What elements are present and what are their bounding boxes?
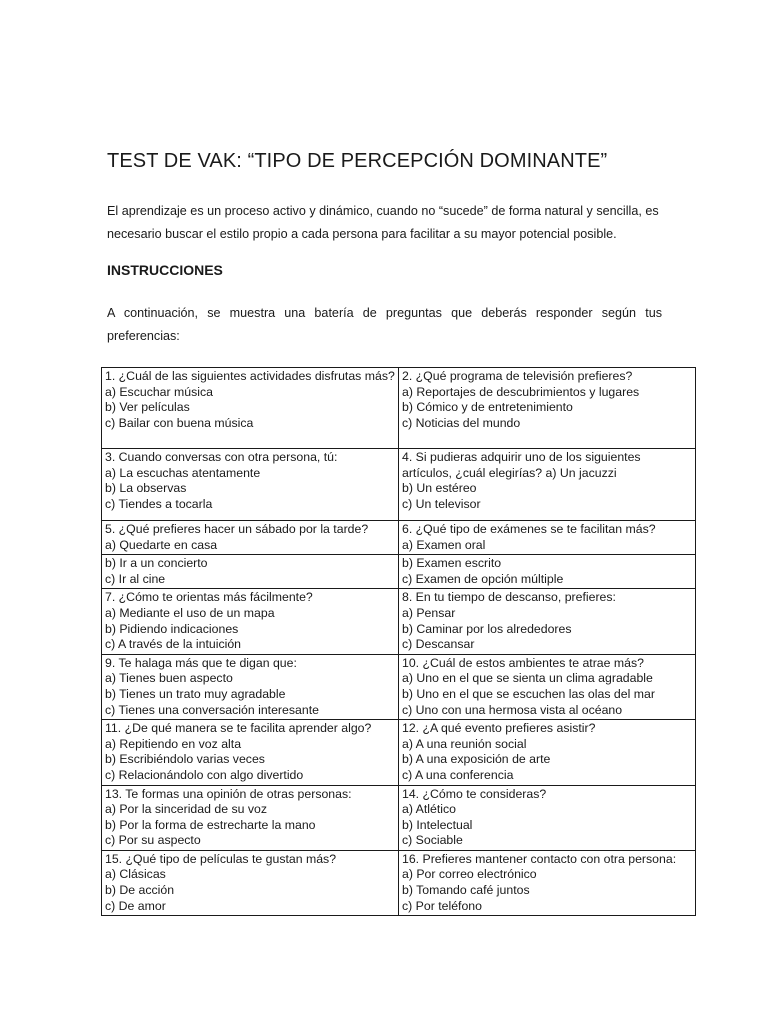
answer-option: b) Cómico y de entretenimiento: [402, 400, 573, 415]
question-cell: [102, 850, 399, 915]
answer-option: a) A una reunión social: [402, 736, 527, 751]
answer-option: a) Mediante el uso de un mapa: [105, 605, 275, 620]
questions-table: [101, 367, 696, 916]
question-cell: [399, 368, 696, 449]
answer-option: b) Un estéreo: [402, 481, 477, 496]
answer-option: b) Ver películas: [105, 400, 190, 415]
answer-option: b) A una exposición de arte: [402, 752, 551, 767]
intro-paragraph: El aprendizaje es un proceso activo y dinámico, cuando no “sucede” de forma natural y sencilla, es necesario buscar el estilo propio a cada persona para facilitar a su mayor potencial posible.: [107, 204, 659, 241]
table-row: [102, 449, 696, 521]
question-text: 10. ¿Cuál de estos ambientes te atrae más?: [402, 655, 644, 670]
answer-option: b) Pidiendo indicaciones: [105, 621, 239, 636]
answer-option: b) Caminar por los alrededores: [402, 621, 572, 636]
answer-option: c) Tienes una conversación interesante: [105, 702, 319, 717]
answer-option: c) Tiendes a tocarla: [105, 496, 213, 511]
answer-option: a) Reportajes de descubrimientos y lugares: [402, 384, 640, 399]
question-cell: [399, 785, 696, 850]
table-row: [102, 589, 696, 654]
question-cell: [399, 521, 696, 555]
question-text: 4. Si pudieras adquirir uno de los siguientes artículos, ¿cuál elegirías? a) Un jacuzzi: [402, 450, 641, 480]
answer-option: c) De amor: [105, 898, 166, 913]
question-text: 14. ¿Cómo te consideras?: [402, 786, 547, 801]
answer-option: a) Tienes buen aspecto: [105, 671, 233, 686]
answer-option: a) Repitiendo en voz alta: [105, 736, 242, 751]
answer-option: c) Ir al cine: [105, 571, 166, 586]
answer-option: b) Escribiéndolo varias veces: [105, 752, 265, 767]
question-text: 2. ¿Qué programa de televisión prefieres?: [402, 369, 633, 383]
answer-option: c) Descansar: [402, 637, 475, 652]
answer-option: b) Por la forma de estrecharte la mano: [105, 817, 316, 832]
question-text: 6. ¿Qué tipo de exámenes se te facilitan más?: [402, 522, 656, 536]
answer-option: b) La observas: [105, 481, 187, 496]
answer-option: c) Por teléfono: [402, 898, 482, 913]
document-title: TEST DE VAK: “TIPO DE PERCEPCIÓN DOMINANTE”: [107, 150, 608, 172]
answer-option: c) Por su aspecto: [105, 833, 201, 848]
answer-option: c) Sociable: [402, 833, 463, 848]
answer-option: a) Examen oral: [402, 537, 486, 552]
question-cell: [399, 850, 696, 915]
answer-option: c) Noticias del mundo: [402, 415, 521, 430]
answer-option: c) Examen de opción múltiple: [402, 571, 564, 586]
answer-option: b) Ir a un concierto: [105, 556, 208, 571]
table-row: [102, 555, 696, 589]
answer-option: c) Un televisor: [402, 496, 481, 511]
answer-option: a) Por correo electrónico: [402, 867, 537, 882]
question-text: 9. Te halaga más que te digan que:: [105, 655, 297, 670]
answer-option: a) Uno en el que se sienta un clima agradable: [402, 671, 653, 686]
answer-option: b) Tienes un trato muy agradable: [105, 686, 286, 701]
question-cell: [102, 521, 399, 555]
table-row: [102, 720, 696, 785]
table-row: [102, 785, 696, 850]
answer-option: b) Intelectual: [402, 817, 473, 832]
table-row: [102, 850, 696, 915]
answer-option: c) Relacionándolo con algo divertido: [105, 767, 304, 782]
question-cell: [399, 555, 696, 589]
question-cell: [399, 720, 696, 785]
answer-option: a) Atlético: [402, 802, 456, 817]
answer-option: a) Pensar: [402, 605, 456, 620]
question-cell: [399, 654, 696, 719]
answer-option: b) Uno en el que se escuchen las olas del mar: [402, 686, 655, 701]
answer-option: c) Uno con una hermosa vista al océano: [402, 702, 623, 717]
question-text: 7. ¿Cómo te orientas más fácilmente?: [105, 590, 313, 605]
answer-option: b) Tomando café juntos: [402, 883, 530, 898]
question-text: 13. Te formas una opinión de otras personas:: [105, 786, 352, 801]
answer-option: a) Escuchar música: [105, 384, 213, 399]
answer-option: a) La escuchas atentamente: [105, 465, 261, 480]
question-cell: [102, 368, 399, 449]
question-text: 5. ¿Qué prefieres hacer un sábado por la tarde?: [105, 522, 369, 536]
question-cell: [102, 589, 399, 654]
question-text: 11. ¿De qué manera se te facilita aprender algo?: [105, 721, 372, 736]
table-row: [102, 368, 696, 449]
answer-option: a) Quedarte en casa: [105, 537, 218, 552]
question-cell: [102, 720, 399, 785]
question-cell: [399, 589, 696, 654]
question-cell: [102, 785, 399, 850]
instructions-paragraph: A continuación, se muestra una batería de preguntas que deberás responder según tus preferencias:: [107, 306, 662, 343]
answer-option: c) A una conferencia: [402, 767, 514, 782]
question-cell: [102, 449, 399, 521]
answer-option: c) Bailar con buena música: [105, 415, 254, 430]
answer-option: c) A través de la intuición: [105, 637, 242, 652]
question-cell: [102, 654, 399, 719]
question-text: 12. ¿A qué evento prefieres asistir?: [402, 721, 596, 736]
question-text: 3. Cuando conversas con otra persona, tú:: [105, 450, 338, 464]
answer-option: a) Por la sinceridad de su voz: [105, 802, 267, 817]
table-row: [102, 654, 696, 719]
instructions-heading: INSTRUCCIONES: [107, 262, 223, 278]
question-text: 16. Prefieres mantener contacto con otra persona:: [402, 851, 677, 866]
question-text: 15. ¿Qué tipo de películas te gustan más?: [105, 851, 337, 866]
answer-option: a) Clásicas: [105, 867, 166, 882]
question-cell: [399, 449, 696, 521]
question-cell: [102, 555, 399, 589]
answer-option: b) Examen escrito: [402, 556, 502, 571]
question-text: 1. ¿Cuál de las siguientes actividades disfrutas más?: [105, 369, 395, 383]
question-text: 8. En tu tiempo de descanso, prefieres:: [402, 590, 616, 605]
answer-option: b) De acción: [105, 883, 175, 898]
table-row: [102, 521, 696, 555]
